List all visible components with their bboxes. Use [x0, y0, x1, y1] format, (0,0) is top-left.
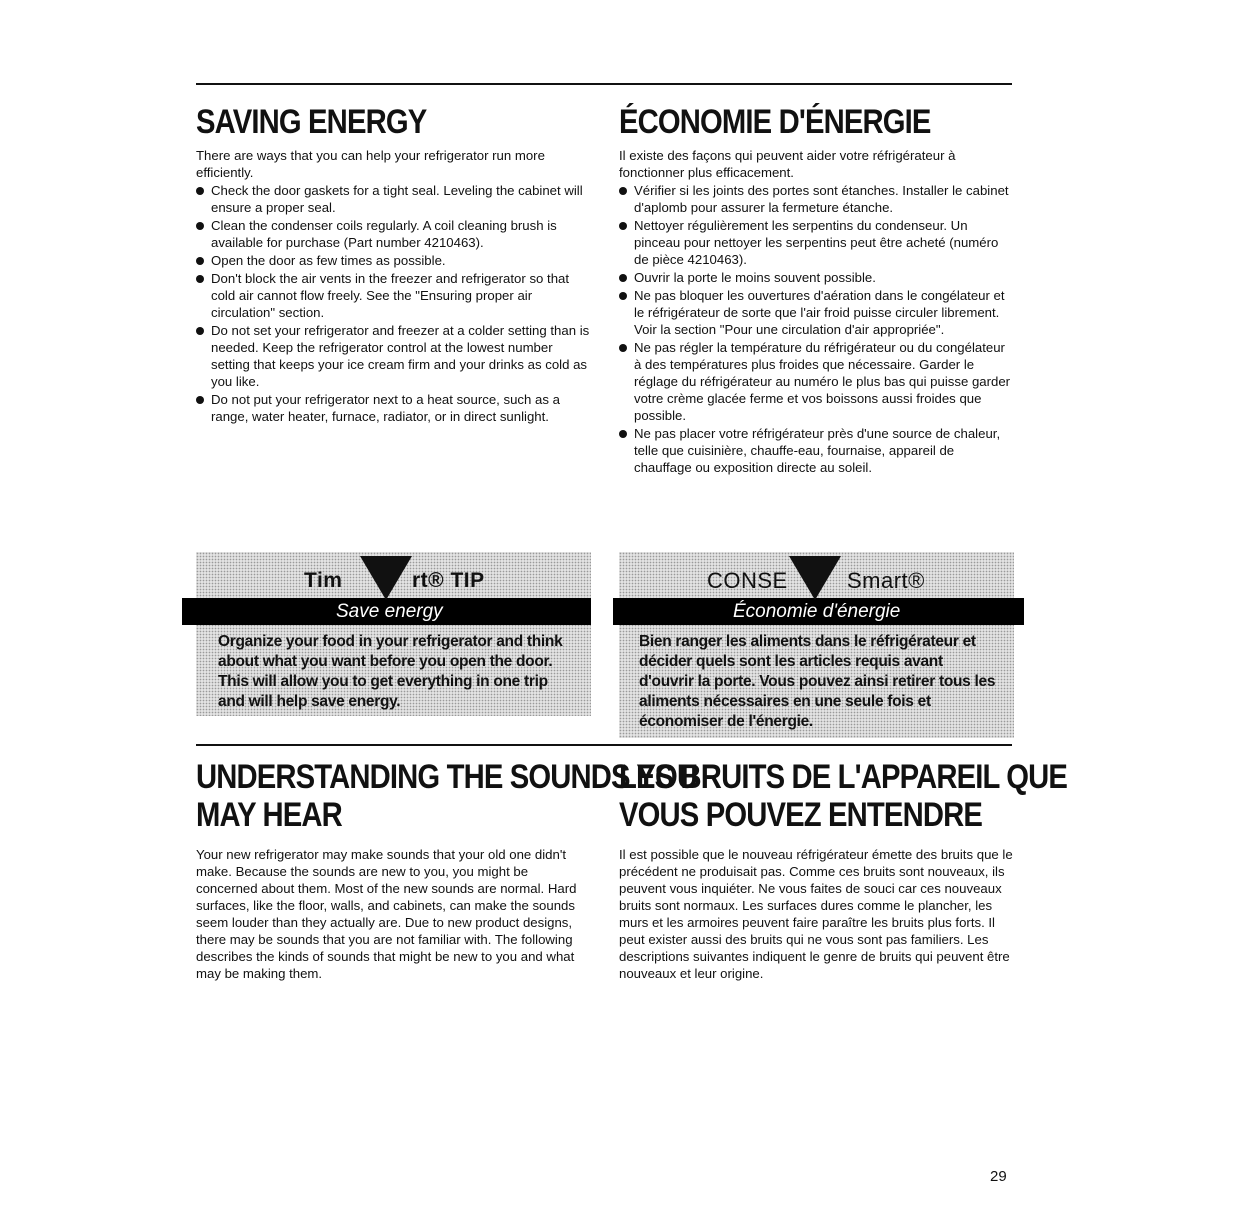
page-number: 29 — [990, 1168, 1007, 1185]
economie-energie-intro: Il existe des façons qui peuvent aider votre réfrigérateur à fonctionner plus efficacement. — [619, 148, 956, 180]
saving-energy-list — [196, 182, 591, 425]
tip-brand-right: Smart® — [847, 568, 925, 593]
list-item: Ne pas régler la température du réfrigérateur ou du congélateur à des températures plus froides que nécessaire. Garder le réglage du réfrigérateur au numéro le plus bas qui puisse garder votre crème glacée ferme et vos boissons aussi froides que possible. — [619, 339, 1014, 424]
sounds-section — [196, 758, 698, 982]
economie-energie-section — [619, 103, 1014, 476]
list-item: Ouvrir la porte le moins souvent possible. — [619, 269, 1014, 286]
list-item: Don't block the air vents in the freezer and refrigerator so that cold air cannot flow freely. See the "Ensuring proper air circulation" section. — [196, 270, 591, 321]
list-item: Clean the condenser coils regularly. A coil cleaning brush is available for purchase (Part number 4210463). — [196, 217, 591, 251]
timesmart-tip-box — [196, 552, 591, 716]
economie-energie-title: ÉCONOMIE D'ÉNERGIE — [619, 103, 931, 141]
bruits-title-line2: VOUS POUVEZ ENTENDRE — [619, 796, 982, 834]
sounds-body: Your new refrigerator may make sounds that your old one didn't make. Because the sounds are new to you, you might be concerned about them. Most of the new sounds are normal. Hard surfaces, like the floor, walls, and cabinets, can make the sounds seem louder than they actually are. Due to new product designs, there may be sounds that you are not familiar with. The following describes the kinds of sounds that might be new to you and what may be making them. — [196, 847, 577, 981]
saving-energy-intro: There are ways that you can help your refrigerator run more efficiently. — [196, 148, 545, 180]
sounds-title-line2: MAY HEAR — [196, 796, 342, 834]
list-item: Ne pas placer votre réfrigérateur près d'une source de chaleur, telle que cuisinière, chauffe-eau, fournaise, appareil de chauffage ou exposition directe au soleil. — [619, 425, 1014, 476]
top-rule — [196, 83, 1012, 85]
bullet-icon — [196, 396, 204, 404]
tip-brand-left: Tim — [304, 569, 343, 592]
bullet-icon — [196, 222, 204, 230]
list-item: Nettoyer régulièrement les serpentins du condenseur. Un pinceau pour nettoyer les serpentins peut être acheté (numéro de pièce 4210463). — [619, 217, 1014, 268]
tip-brand-right: rt® TIP — [412, 569, 485, 592]
bullet-icon — [619, 344, 627, 352]
saving-energy-section — [196, 103, 591, 425]
bullet-icon — [619, 222, 627, 230]
middle-rule — [196, 744, 1012, 746]
bruits-title-line1: LES BRUITS DE L'APPAREIL QUE — [619, 758, 1068, 796]
saving-energy-title: SAVING ENERGY — [196, 103, 427, 141]
tip-bar-label: Économie d'énergie — [733, 601, 901, 622]
bruits-body: Il est possible que le nouveau réfrigérateur émette des bruits que le précédent ne produisait pas. Comme ces bruits sont nouveaux, ils peuvent vous inquiéter. Ne vous faites de souci car ces nouveaux bruits sont normaux. Les surfaces dures comme le plancher, les murs et les armoires peuvent faire paraître les bruits plus forts. Il peut exister aussi des bruits qui ne vous sont pas familiers. Les descriptions suivantes indiquent le genre de bruits qui peuvent être nouveaux et leur origine. — [619, 847, 1013, 981]
tip-text: Organize your food in your refrigerator and think about what you want before you open the door. This will allow you to get everything in one trip and will help save energy. — [218, 633, 563, 710]
list-item: Do not set your refrigerator and freezer at a colder setting than is needed. Keep the refrigerator control at the lowest number setting that keeps your ice cream firm and your drinks as cold as you like. — [196, 322, 591, 390]
list-item: Check the door gaskets for a tight seal. Leveling the cabinet will ensure a proper seal. — [196, 182, 591, 216]
tip-brand-left: CONSE — [707, 568, 788, 593]
list-item: Vérifier si les joints des portes sont étanches. Installer le cabinet d'aplomb pour assurer la fermeture étanche. — [619, 182, 1014, 216]
list-item: Do not put your refrigerator next to a heat source, such as a range, water heater, furnace, radiator, or in direct sunlight. — [196, 391, 591, 425]
list-item: Open the door as few times as possible. — [196, 252, 591, 269]
bullet-icon — [196, 187, 204, 195]
bullet-icon — [196, 275, 204, 283]
bullet-icon — [619, 187, 627, 195]
clock-hand-icon — [789, 556, 841, 600]
tip-bar-label: Save energy — [336, 601, 443, 622]
bullet-icon — [196, 257, 204, 265]
bullet-icon — [619, 292, 627, 300]
tip-text: Bien ranger les aliments dans le réfrigérateur et décider quels sont les articles requis avant d'ouvrir la porte. Vous pouvez ainsi retirer tous les aliments nécessaires en une seule fois et économiser de l'énergie. — [639, 633, 996, 730]
economie-energie-list — [619, 182, 1014, 476]
sounds-title-line1: UNDERSTANDING THE SOUNDS YOU — [196, 758, 698, 796]
clock-hand-icon — [360, 556, 412, 600]
list-item: Ne pas bloquer les ouvertures d'aération dans le congélateur et le réfrigérateur de sorte que l'air froid puisse circuler librement. Voir la section "Pour une circulation d'air appropriée". — [619, 287, 1014, 338]
bullet-icon — [196, 327, 204, 335]
bullet-icon — [619, 430, 627, 438]
bruits-section — [619, 758, 1068, 982]
bullet-icon — [619, 274, 627, 282]
conseil-smart-box — [619, 552, 1014, 742]
